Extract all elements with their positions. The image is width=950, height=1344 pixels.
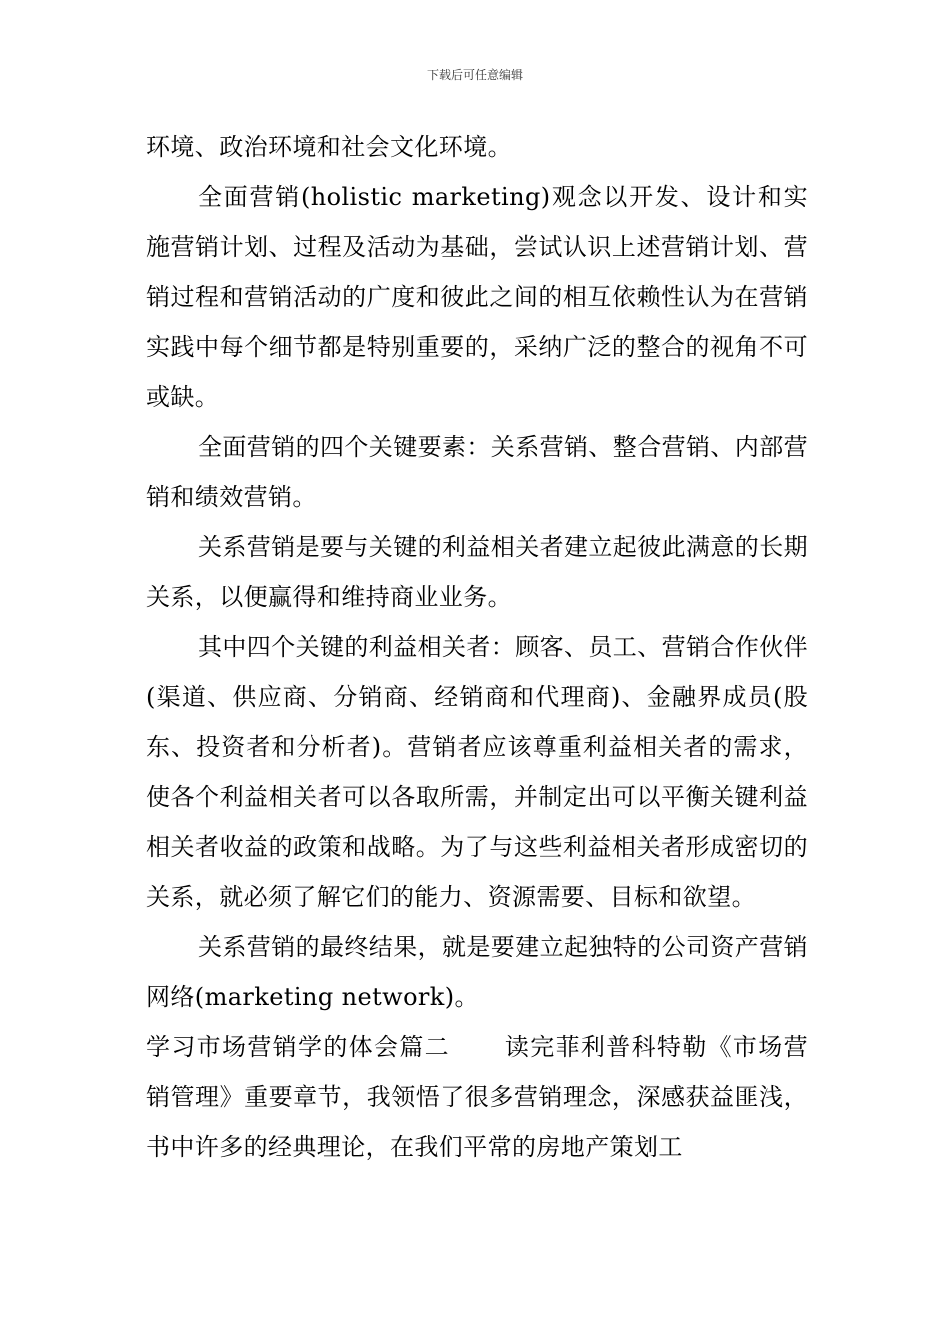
document-body <box>146 122 808 1172</box>
paragraph-3: 全面营销的四个关键要素：关系营销、整合营销、内部营销和绩效营销。 <box>146 433 808 511</box>
section-title: 学习市场营销学的体会篇二 <box>146 1033 450 1061</box>
paragraph-2: 全面营销(holistic marketing)观念以开发、设计和实施营销计划、过程及活动为基础，尝试认识上述营销计划、营销过程和营销活动的广度和彼此之间的相互依赖性认为在营销实践中每个细节都是特别重要的，采纳广泛的整合的视角不可或缺。 <box>146 183 808 411</box>
paragraph-6: 关系营销的最终结果，就是要建立起独特的公司资产营销网络(marketing network)。 <box>146 933 808 1011</box>
paragraph-1: 环境、政治环境和社会文化环境。 <box>146 133 512 161</box>
section-text: 读完菲利普科特勒《市场营销管理》重要章节，我领悟了很多营销理念，深感获益匪浅，书中许多的经典理论，在我们平常的房地产策划工 <box>146 1033 808 1161</box>
section-paragraph <box>146 1022 808 1172</box>
paragraph-5: 其中四个关键的利益相关者：顾客、员工、营销合作伙伴(渠道、供应商、分销商、经销商和代理商)、金融界成员(股东、投资者和分析者)。营销者应该尊重利益相关者的需求，使各个利益相关者可以各取所需，并制定出可以平衡关键利益相关者收益的政策和战略。为了与这些利益相关者形成密切的关系，就必须了解它们的能力、资源需要、目标和欲望。 <box>146 633 808 911</box>
page-header: 下载后可任意编辑 <box>426 68 523 82</box>
paragraph-4: 关系营销是要与关键的利益相关者建立起彼此满意的长期关系，以便赢得和维持商业业务。 <box>146 533 808 611</box>
